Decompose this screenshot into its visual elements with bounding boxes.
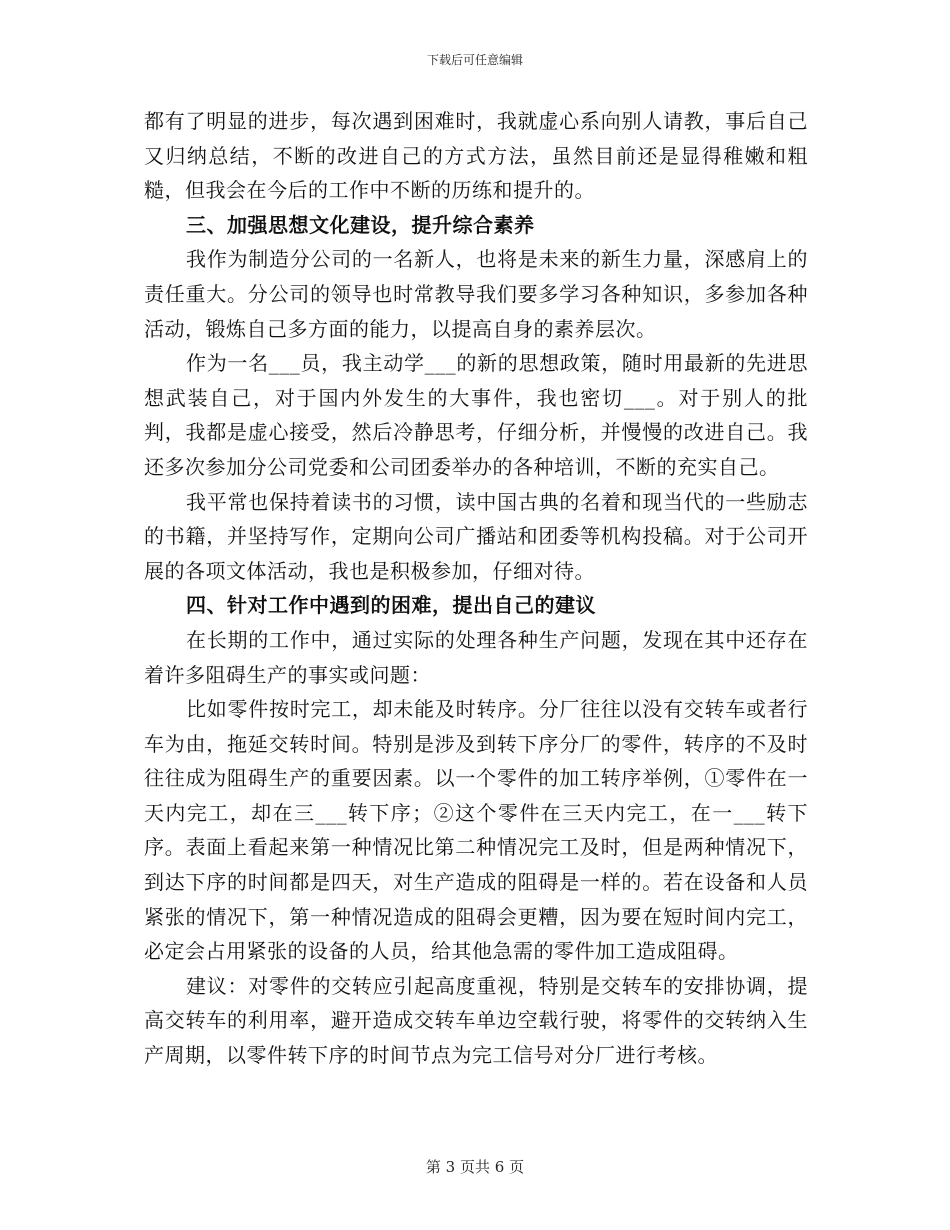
- paragraph: 作为一名___员，我主动学___的新的思想政策，随时用最新的先进思想武装自己，对于国内外发生的大事件，我也密切___。对于别人的批判，我都是虚心接受，然后冷静思考，仔细分析，并慢慢的改进自己。我还多次参加分公司党委和公司团委举办的各种培训，不断的充实自己。: [144, 351, 808, 479]
- document-body: [144, 104, 808, 1073]
- page-number-footer: 第 3 页共 6 页: [425, 1158, 525, 1176]
- paragraph: 建议：对零件的交转应引起高度重视，特别是交转车的安排协调，提高交转车的利用率，避开造成交转车单边空载行驶，将零件的交转纳入生产周期，以零件转下序的时间节点为完工信号对分厂进行考核。: [144, 973, 808, 1068]
- paragraph: 比如零件按时完工，却未能及时转序。分厂往往以没有交转车或者行车为由，拖延交转时间。特别是涉及到转下序分厂的零件，转序的不及时往往成为阻碍生产的重要因素。以一个零件的加工转序举例，①零件在一天内完工，却在三___转下序；②这个零件在三天内完工，在一___转下序。表面上看起来第一种情况比第二种情况完工及时，但是两种情况下，到达下序的时间都是四天，对生产造成的阻碍是一样的。若在设备和人员紧张的情况下，第一种情况造成的阻碍会更糟，因为要在短时间内完工，必定会占用紧张的设备的人员，给其他急需的零件加工造成阻碍。: [144, 697, 808, 964]
- paragraph: 我平常也保持着读书的习惯，读中国古典的名着和现当代的一些励志的书籍，并坚持写作，定期向公司广播站和团委等机构投稿。对于公司开展的各项文体活动，我也是积极参加，仔细对待。: [144, 489, 808, 583]
- page-header: 下载后可任意编辑: [426, 53, 523, 67]
- section-heading-3: 三、加强思想文化建设，提升综合素养: [186, 212, 535, 237]
- paragraph-continuation: 都有了明显的进步，每次遇到困难时，我就虚心系向别人请教，事后自己又归纳总结，不断的改进自己的方式方法，虽然目前还是显得稚嫩和粗糙，但我会在今后的工作中不断的历练和提升的。: [144, 109, 808, 203]
- paragraph: 在长期的工作中，通过实际的处理各种生产问题，发现在其中还存在着许多阻碍生产的事实或问题：: [144, 627, 808, 687]
- section-heading-4: 四、针对工作中遇到的困难，提出自己的建议: [186, 593, 596, 618]
- paragraph: 我作为制造分公司的一名新人，也将是未来的新生力量，深感肩上的责任重大。分公司的领导也时常教导我们要多学习各种知识，多参加各种活动，锻炼自己多方面的能力，以提高自身的素养层次。: [144, 247, 808, 341]
